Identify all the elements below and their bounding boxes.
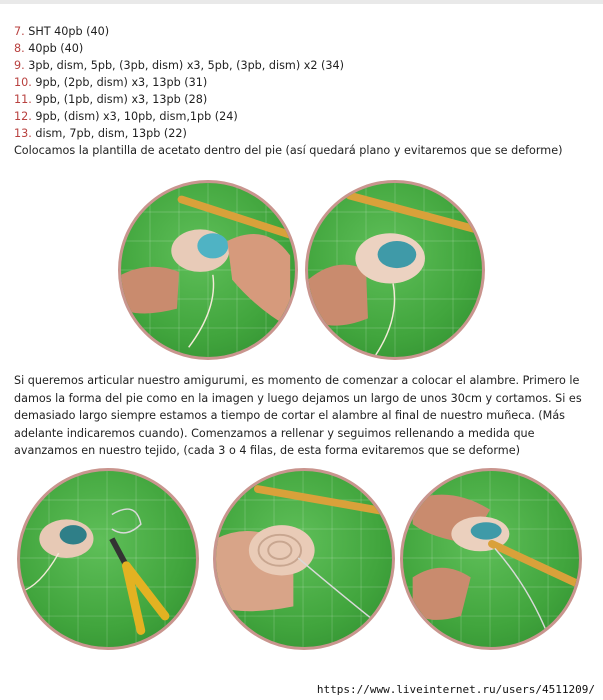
pattern-row: 12. 9pb, (dism) x3, 10pb, dism,1pb (24) bbox=[14, 110, 238, 123]
photo-wire-pliers bbox=[17, 468, 199, 650]
source-url: https://www.liveinternet.ru/users/4511209/ bbox=[316, 683, 595, 696]
photo-foot-insert-2 bbox=[305, 180, 485, 360]
wire-instructions: Si queremos articular nuestro amigurumi, es momento de comenzar a colocar el alambre. Primero le damos la forma del pie como en la imagen y luego dejamos un largo de unos 30cm y cortamos. Si es demasiado largo siempre estamos a tiempo de cortar el alambre al final de nuestro muñeca. (Más adelante indicaremos cuando). Comenzamos a rellenar y seguimos rellenando a medida que avanzamos en nuestro tejido, (cada 3 o 4 filas, de esta forma evitaremos que se deforme) bbox=[14, 374, 582, 458]
photo-foot-insert-1 bbox=[118, 180, 298, 360]
pattern-row: 7. SHT 40pb (40) bbox=[14, 25, 110, 38]
pattern-row: 10. 9pb, (2pb, dism) x3, 13pb (31) bbox=[14, 76, 208, 89]
pattern-row: 11. 9pb, (1pb, dism) x3, 13pb (28) bbox=[14, 93, 208, 106]
top-divider bbox=[0, 0, 603, 4]
pattern-rows bbox=[14, 23, 344, 142]
intro-text: Colocamos la plantilla de acetato dentro del pie (así quedará plano y evitaremos que se deforme) bbox=[14, 144, 563, 157]
pattern-row: 13. dism, 7pb, dism, 13pb (22) bbox=[14, 127, 187, 140]
photo-stuffing bbox=[400, 468, 582, 650]
pattern-row: 9. 3pb, dism, 5pb, (3pb, dism) x3, 5pb, (3pb, dism) x2 (34) bbox=[14, 59, 345, 72]
pattern-row: 8. 40pb (40) bbox=[14, 42, 84, 55]
photo-wire-shaped bbox=[213, 468, 395, 650]
